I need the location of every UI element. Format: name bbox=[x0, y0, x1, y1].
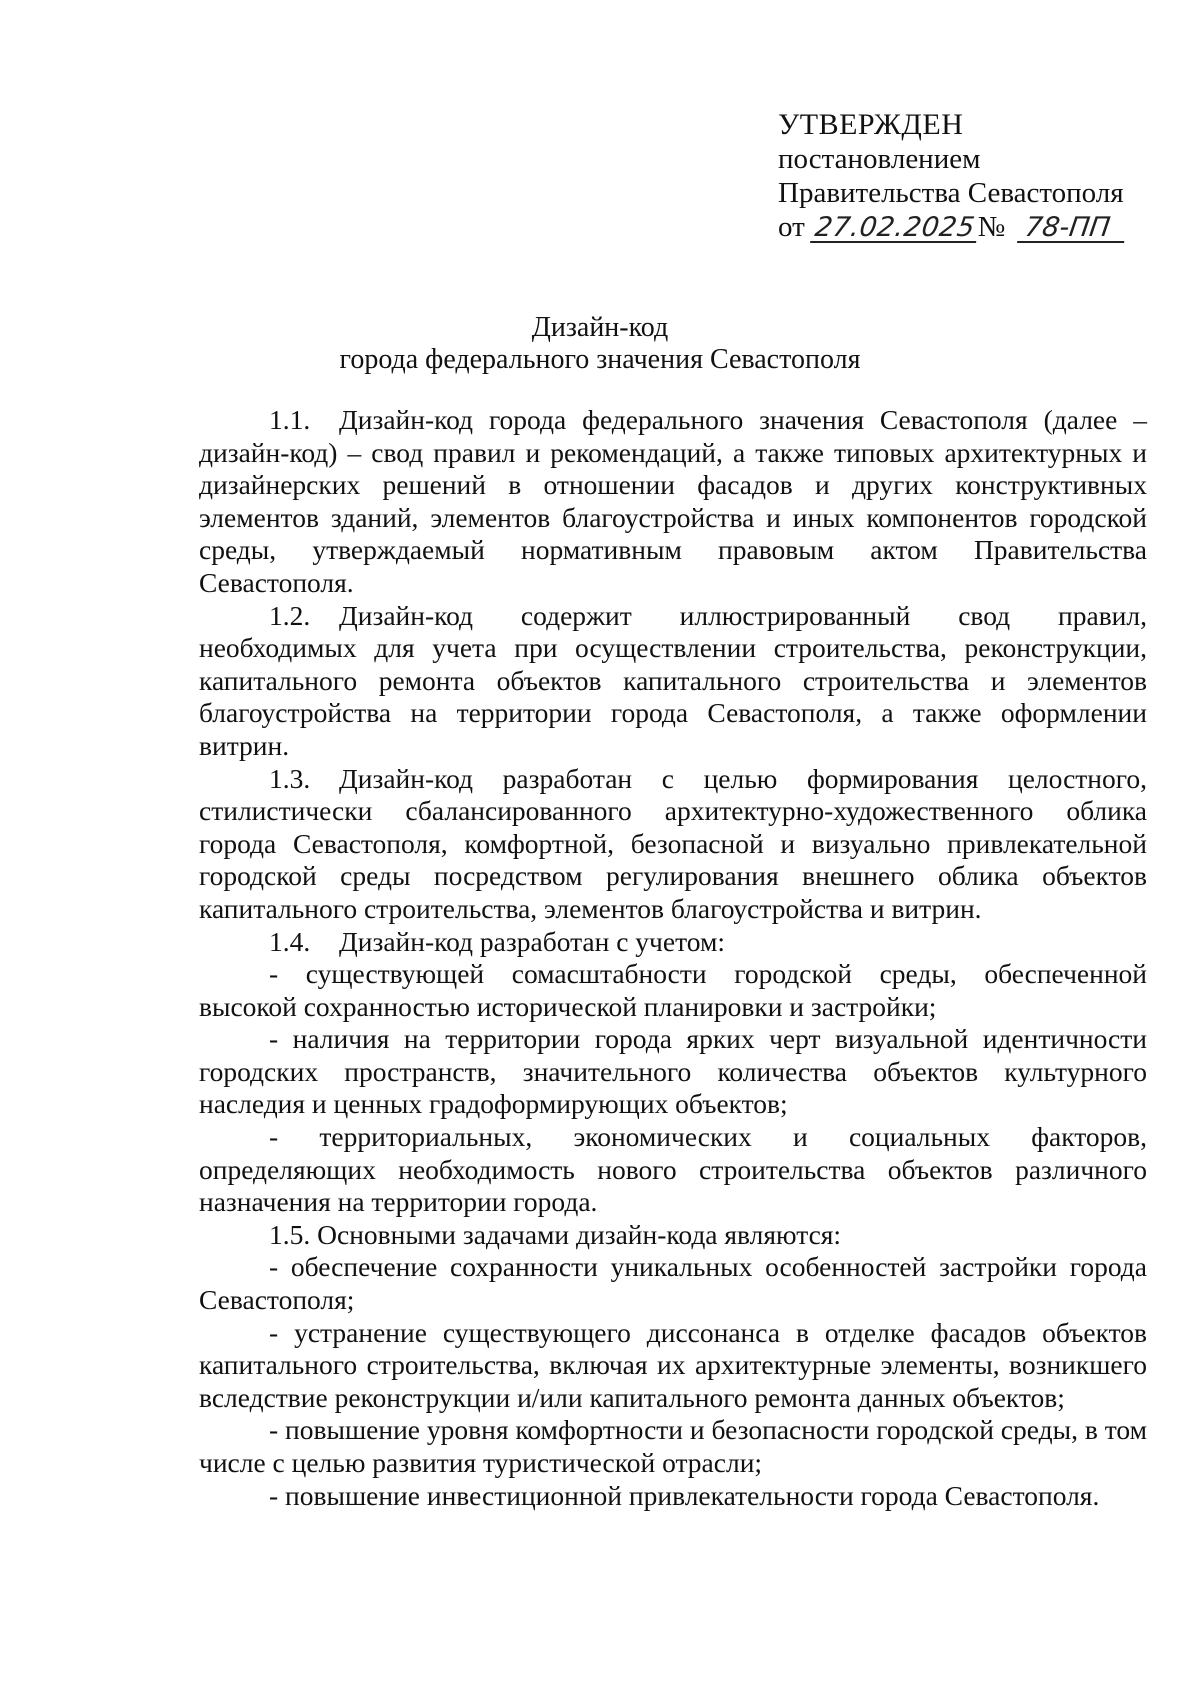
paragraph-text: Дизайн-код разработан с учетом: bbox=[339, 925, 726, 957]
approval-line-resolution: постановлением bbox=[778, 143, 981, 175]
paragraph-number: 1.3. bbox=[269, 762, 311, 794]
document-body bbox=[199, 404, 1147, 1512]
handwritten-date: 27.02.2025 bbox=[810, 215, 980, 243]
list-item: - повышение инвестиционной привлекательности города Севастополя. bbox=[269, 1479, 1100, 1511]
paragraph-number: 1.1. bbox=[269, 404, 311, 435]
paragraph-number: 1.2. bbox=[269, 599, 311, 631]
paragraph-text: Дизайн-код разработан с целью формирования целостного, стилистически сбалансированного архитектурно-художественного облика города Севастополя, комфортной, безопасной и визуально привлекательной городской среды посредством регулирования внешнего облика объектов капитального строительства, элементов благоустройства и витрин. bbox=[199, 762, 1147, 924]
approval-line-government: Правительства Севастополя bbox=[778, 177, 1124, 209]
paragraph-1-3 bbox=[199, 763, 1147, 926]
approval-date-line bbox=[778, 210, 1125, 244]
list-item: - территориальных, экономических и социальных факторов, определяющих необходимость нового строительства объектов различного назначения на территории города. bbox=[199, 1121, 1147, 1218]
list-item: - наличия на территории города ярких черт визуальной идентичности городских пространств, значительного количества объектов культурного наследия и ценных градоформирующих объектов; bbox=[199, 1023, 1147, 1120]
paragraph-text: Дизайн-код города федерального значения Севастополя (далее – дизайн-код) – свод правил и рекомендаций, а также типовых архитектурных и дизайнерских решений в отношении фасадов и других конструктивных элементов зданий, элементов благоустройства и иных компонентов городской среды, утверждаемый нормативным правовым актом Правительства Севастополя. bbox=[199, 404, 1147, 598]
list-item: - существующей сомасштабности городской среды, обеспеченной высокой сохранностью исторической планировки и застройки; bbox=[199, 958, 1147, 1022]
paragraph-text: Дизайн-код содержит иллюстрированный свод правил, необходимых для учета при осуществлении строительства, реконструкции, капитального ремонта объектов капитального строительства и элементов благоустройства на территории города Севастополя, а также оформлении витрин. bbox=[199, 599, 1147, 761]
paragraph-number: 1.4. bbox=[269, 925, 311, 957]
approval-stamp bbox=[778, 108, 1125, 244]
paragraph-1-5: 1.5. Основными задачами дизайн-кода являются: bbox=[269, 1218, 842, 1250]
paragraph-1-4 bbox=[199, 926, 1147, 959]
paragraph-1-1 bbox=[199, 404, 1147, 600]
list-item: - устранение существующего диссонанса в отделке фасадов объектов капитального строительства, включая их архитектурные элементы, возникшего вследствие реконструкции и/или капитального ремонта данных объектов; bbox=[199, 1316, 1147, 1413]
number-sign: № bbox=[977, 211, 1006, 243]
list-item: - обеспечение сохранности уникальных особенностей застройки города Севастополя; bbox=[199, 1251, 1147, 1316]
approval-title: УТВЕРЖДЕН bbox=[778, 108, 964, 141]
paragraph-1-2 bbox=[199, 600, 1147, 763]
date-prefix: от bbox=[778, 211, 805, 243]
list-item: - повышение уровня комфортности и безопасности городской среды, в том числе с целью развития туристической отрасли; bbox=[199, 1414, 1147, 1478]
document-title: Дизайн-код bbox=[531, 312, 669, 343]
document-subtitle: города федерального значения Севастополя bbox=[339, 344, 861, 375]
handwritten-number: 78-ПП bbox=[1017, 215, 1128, 243]
